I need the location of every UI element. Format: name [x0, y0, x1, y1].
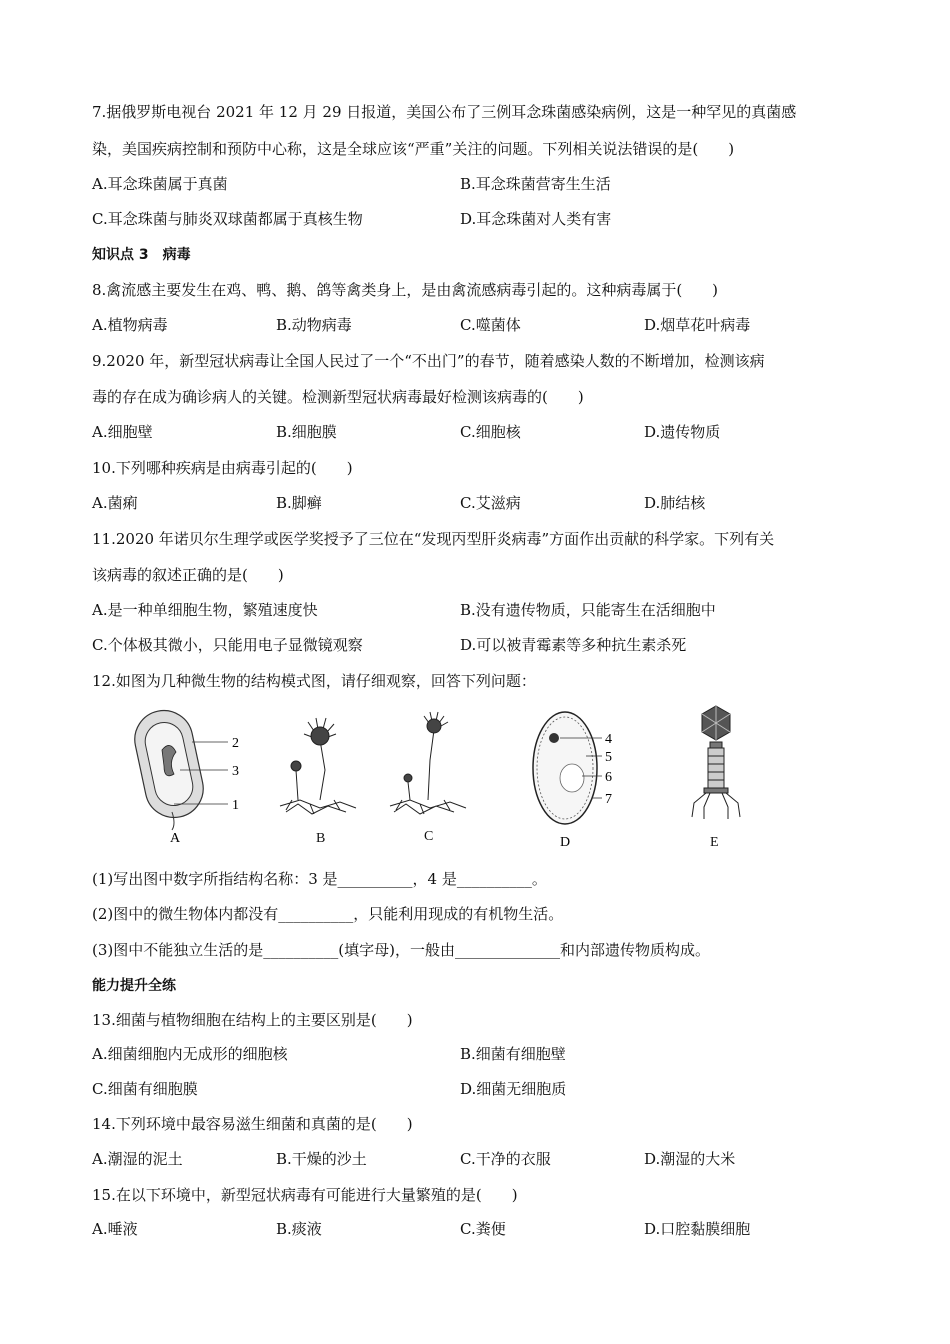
q15-option-a: A.唾液 — [92, 1220, 138, 1238]
label-number-5: 5 — [605, 750, 612, 765]
q10-option-d: D.肺结核 — [644, 494, 706, 512]
q9-option-a: A.细胞壁 — [92, 423, 153, 441]
q7-option-b: B.耳念珠菌营寄生生活 — [460, 175, 611, 193]
q11-option-c: C.个体极其微小，只能用电子显微镜观察 — [92, 636, 363, 654]
bacteriophage-diagram — [692, 706, 740, 850]
figure-label-d: D — [560, 835, 571, 850]
label-number-7: 7 — [605, 792, 612, 807]
q15-stem: 15.在以下环境中，新型冠状病毒有可能进行大量繁殖的是( ) — [92, 1186, 518, 1204]
q10-option-b: B.脚癣 — [276, 494, 322, 512]
q13-stem: 13.细菌与植物细胞在结构上的主要区别是( ) — [92, 1011, 413, 1029]
figure-label-e: E — [710, 835, 719, 850]
q15-option-d: D.口腔黏膜细胞 — [644, 1220, 751, 1238]
q13-option-d: D.细菌无细胞质 — [460, 1080, 567, 1098]
mold-c-diagram — [390, 712, 466, 844]
q11-stem-line1: 11.2020 年诺贝尔生理学或医学奖授予了三位在“发现丙型肝炎病毒”方面作出贡献的科学家。下列有关 — [92, 530, 775, 548]
q9-stem-line1: 9.2020 年，新型冠状病毒让全国人民过了一个“不出门”的春节，随着感染人数的不断增加，检测该病 — [92, 352, 765, 370]
q13-option-c: C.细菌有细胞膜 — [92, 1080, 198, 1098]
q11-stem-line2: 该病毒的叙述正确的是( ) — [92, 566, 284, 584]
q14-stem: 14.下列环境中最容易滋生细菌和真菌的是( ) — [92, 1115, 413, 1133]
q7-stem-line2: 染，美国疾病控制和预防中心称，这是全球应该“严重”关注的问题。下列相关说法错误的是( ) — [92, 140, 735, 158]
q10-option-c: C.艾滋病 — [460, 494, 521, 512]
q13-option-a: A.细菌细胞内无成形的细胞核 — [92, 1045, 288, 1063]
mold-b-diagram — [280, 718, 356, 846]
q15-option-b: B.痰液 — [276, 1220, 322, 1238]
q8-stem: 8.禽流感主要发生在鸡、鸭、鹅、鸽等禽类身上，是由禽流感病毒引起的。这种病毒属于( ) — [92, 281, 719, 299]
q8-option-a: A.植物病毒 — [92, 316, 168, 334]
q7-option-c: C.耳念珠菌与肺炎双球菌都属于真核生物 — [92, 210, 363, 228]
q10-option-a: A.菌痢 — [92, 494, 138, 512]
q12-sub2: (2)图中的微生物体内都没有__________，只能利用现成的有机物生活。 — [92, 905, 564, 923]
q7-option-a: A.耳念珠菌属于真菌 — [92, 175, 228, 193]
label-number-6: 6 — [605, 770, 612, 785]
label-number-3: 3 — [232, 764, 239, 779]
q8-option-c: C.噬菌体 — [460, 316, 521, 334]
q13-option-b: B.细菌有细胞壁 — [460, 1045, 566, 1063]
q12-sub3: (3)图中不能独立生活的是__________(填字母)，一般由______________和内部遗传物质构成。 — [92, 941, 710, 959]
q14-option-c: C.干净的衣服 — [460, 1150, 551, 1168]
q12-sub1: (1)写出图中数字所指结构名称：3 是__________，4 是__________。 — [92, 870, 547, 888]
q9-option-b: B.细胞膜 — [276, 423, 337, 441]
section-heading-ability: 能力提升全练 — [92, 978, 176, 994]
q14-option-d: D.潮湿的大米 — [644, 1150, 736, 1168]
section-heading-virus: 知识点 3 病毒 — [92, 247, 191, 263]
q14-option-b: B.干燥的沙土 — [276, 1150, 367, 1168]
q9-option-d: D.遗传物质 — [644, 423, 721, 441]
label-number-4: 4 — [605, 732, 612, 747]
q7-option-d: D.耳念珠菌对人类有害 — [460, 210, 612, 228]
label-number-1: 1 — [232, 798, 239, 813]
bacterium-diagram — [129, 705, 239, 846]
q9-option-c: C.细胞核 — [460, 423, 521, 441]
figure-label-a: A — [170, 831, 181, 846]
q11-option-d: D.可以被青霉素等多种抗生素杀死 — [460, 636, 687, 654]
q11-option-b: B.没有遗传物质，只能寄生在活细胞中 — [460, 601, 716, 619]
figure-label-b: B — [316, 831, 326, 846]
yeast-diagram — [533, 712, 612, 850]
q10-stem: 10.下列哪种疾病是由病毒引起的( ) — [92, 459, 353, 477]
microorganism-figure — [120, 700, 780, 860]
q12-stem: 12.如图为几种微生物的结构模式图，请仔细观察，回答下列问题： — [92, 672, 536, 690]
q15-option-c: C.粪便 — [460, 1220, 506, 1238]
figure-label-c: C — [424, 829, 434, 844]
label-number-2: 2 — [232, 736, 239, 751]
q7-stem-line1: 7.据俄罗斯电视台 2021 年 12 月 29 日报道，美国公布了三例耳念珠菌感染病例，这是一种罕见的真菌感 — [92, 103, 797, 121]
q14-option-a: A.潮湿的泥土 — [92, 1150, 183, 1168]
q11-option-a: A.是一种单细胞生物，繁殖速度快 — [92, 601, 318, 619]
q9-stem-line2: 毒的存在成为确诊病人的关键。检测新型冠状病毒最好检测该病毒的( ) — [92, 388, 584, 406]
q8-option-d: D.烟草花叶病毒 — [644, 316, 751, 334]
q8-option-b: B.动物病毒 — [276, 316, 352, 334]
